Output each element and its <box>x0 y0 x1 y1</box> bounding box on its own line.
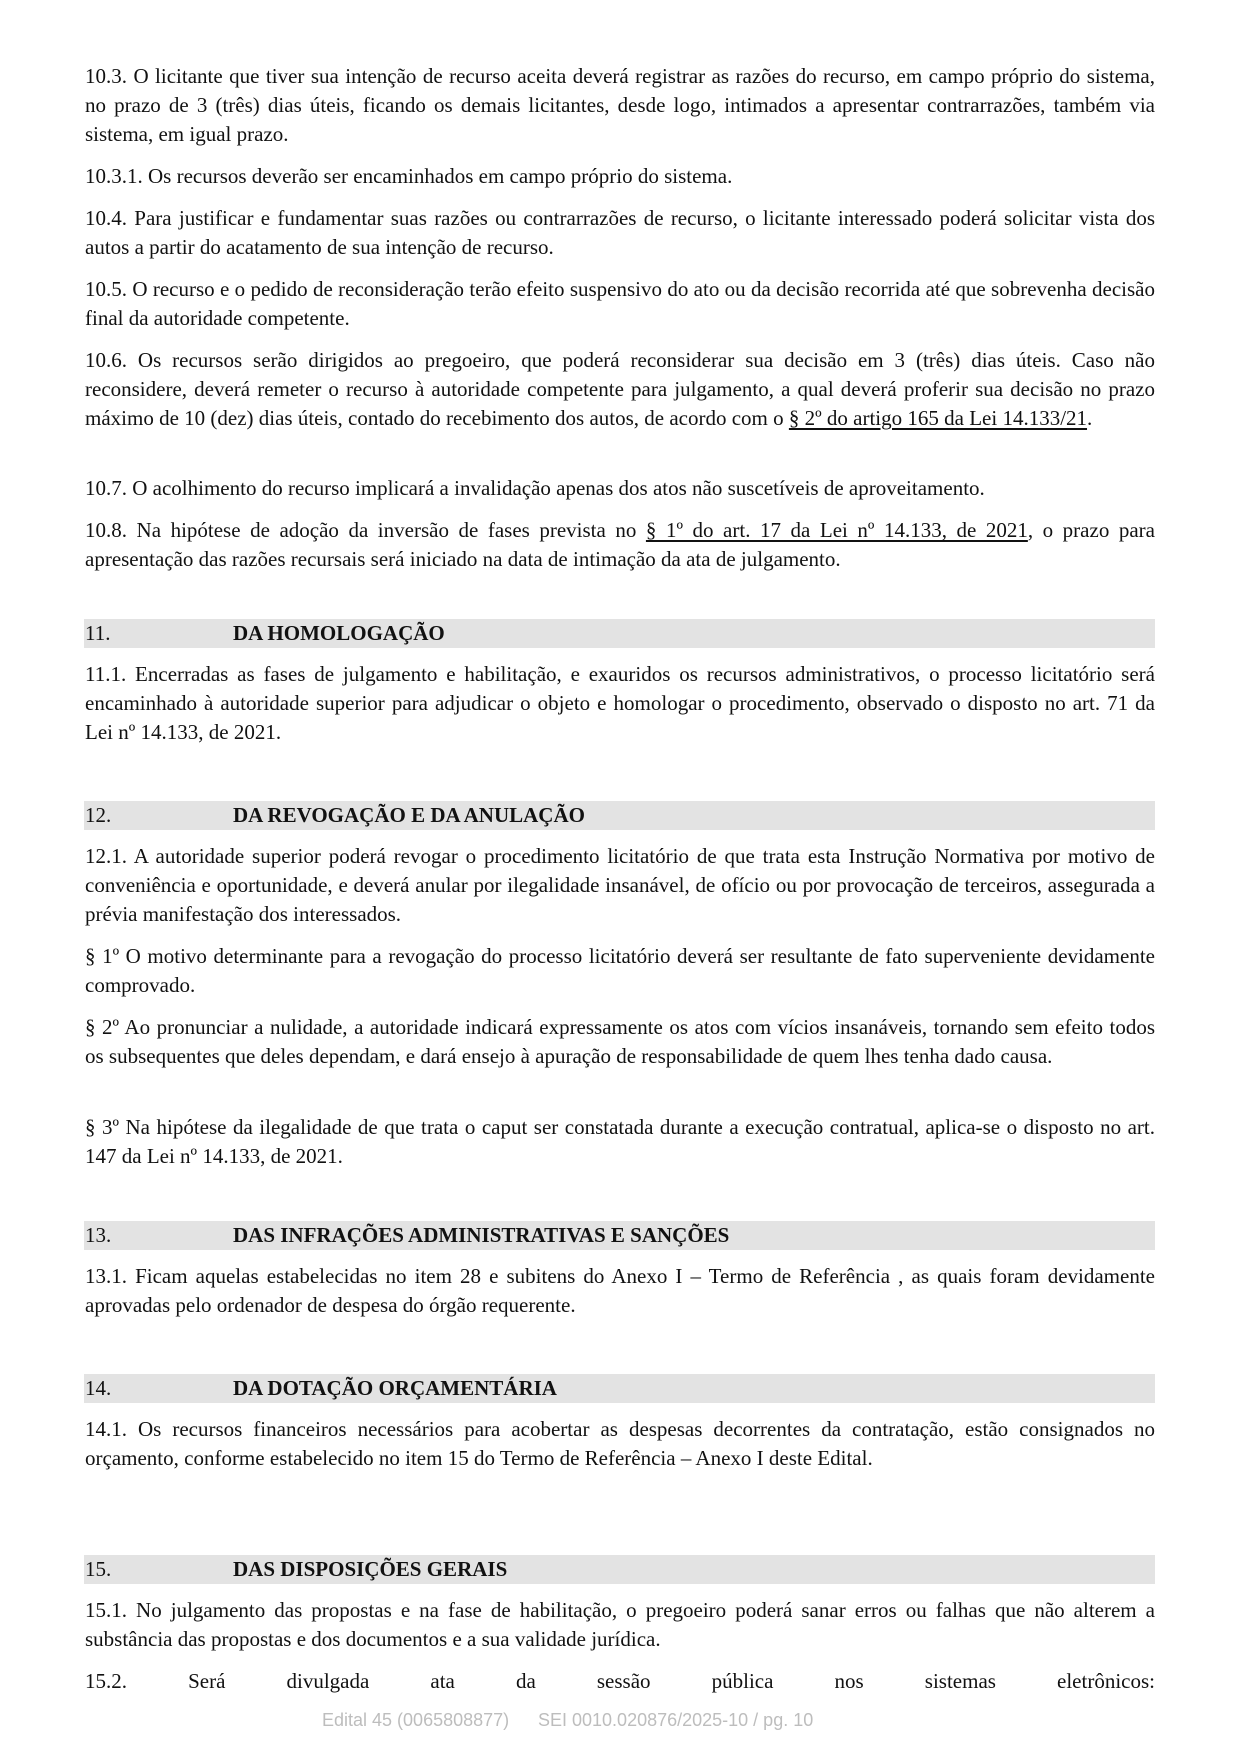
paragraph-11-1: 11.1. Encerradas as fases de julgamento e habilitação, e exauridos os recursos administrativos, o processo licitatório será encaminhado à autoridade superior para adjudicar o objeto e homologar o procedimento, observado o disposto no art. 71 da Lei nº 14.133, de 2021. <box>85 662 1155 744</box>
paragraph-10-6 <box>85 346 1155 433</box>
page-footer <box>0 1709 1240 1731</box>
paragraph-15-1: 15.1. No julgamento das propostas e na fase de habilitação, o pregoeiro poderá sanar erros ou falhas que não alterem a substância das propostas e dos documentos e a sua validade jurídica. <box>85 1598 1155 1651</box>
paragraph-15-2: 15.2. Será divulgada ata da sessão pública nos sistemas eletrônicos: <box>85 1669 1155 1693</box>
paragraph-12-par-2: § 2º Ao pronunciar a nulidade, a autoridade indicará expressamente os atos com vícios insanáveis, tornando sem efeito todos os subsequentes que deles dependam, e dará ensejo à apuração de responsabilidade de quem lhes tenha dado causa. <box>85 1015 1155 1068</box>
footer-document-ref: Edital 45 (0065808877) <box>322 1710 510 1730</box>
paragraph-10-8-text: 10.8. Na hipótese de adoção da inversão de fases prevista no <box>85 518 646 542</box>
paragraph-10-4: 10.4. Para justificar e fundamentar suas razões ou contrarrazões de recurso, o licitante interessado poderá solicitar vista dos autos a partir do acatamento de sua intenção de recurso. <box>85 206 1155 259</box>
paragraph-10-6-end: . <box>1087 406 1093 430</box>
law-link-art-17[interactable]: § 1º do art. 17 da Lei nº 14.133, de 2021 <box>645 518 1028 542</box>
section-header-12 <box>84 801 1155 830</box>
section-number: 15. <box>85 1557 112 1581</box>
paragraph-13-1: 13.1. Ficam aquelas estabelecidas no item 28 e subitens do Anexo I – Termo de Referência , as quais foram devidamente aprovadas pelo ordenador de despesa do órgão requerente. <box>85 1264 1155 1317</box>
section-title: DA DOTAÇÃO ORÇAMENTÁRIA <box>233 1376 557 1400</box>
paragraph-10-8-end: , o prazo para apresentação das razões recursais será iniciado na data de intimação da ata de julgamento. <box>85 518 1155 571</box>
section-header-11 <box>84 619 1155 648</box>
paragraph-10-3-1: 10.3.1. Os recursos deverão ser encaminhados em campo próprio do sistema. <box>85 164 733 188</box>
paragraph-12-par-1: § 1º O motivo determinante para a revogação do processo licitatório deverá ser resultante de fato superveniente devidamente comprovado. <box>85 944 1155 997</box>
section-title: DA HOMOLOGAÇÃO <box>233 621 445 645</box>
paragraph-10-8 <box>85 516 1155 574</box>
section-title: DAS INFRAÇÕES ADMINISTRATIVAS E SANÇÕES <box>233 1223 730 1247</box>
section-title: DA REVOGAÇÃO E DA ANULAÇÃO <box>233 803 585 827</box>
section-header-14 <box>84 1374 1155 1403</box>
footer-sei-ref: SEI 0010.020876/2025-10 / pg. 10 <box>538 1710 814 1730</box>
section-number: 11. <box>85 621 111 645</box>
law-link-art-165[interactable]: § 2º do artigo 165 da Lei 14.133/21 <box>788 406 1088 430</box>
section-number: 14. <box>85 1376 112 1400</box>
section-title: DAS DISPOSIÇÕES GERAIS <box>233 1557 508 1581</box>
paragraph-10-7: 10.7. O acolhimento do recurso implicará a invalidação apenas dos atos não suscetíveis de aproveitamento. <box>85 476 985 500</box>
section-number: 13. <box>85 1223 112 1247</box>
paragraph-10-5: 10.5. O recurso e o pedido de reconsideração terão efeito suspensivo do ato ou da decisão recorrida até que sobrevenha decisão final da autoridade competente. <box>85 277 1155 330</box>
section-number: 12. <box>85 803 112 827</box>
paragraph-12-1: 12.1. A autoridade superior poderá revogar o procedimento licitatório de que trata esta Instrução Normativa por motivo de conveniência e oportunidade, e deverá anular por ilegalidade insanável, de ofício ou por provocação de terceiros, assegurada a prévia manifestação dos interessados. <box>85 844 1155 926</box>
section-header-13 <box>84 1221 1155 1250</box>
paragraph-10-6-text: 10.6. Os recursos serão dirigidos ao pregoeiro, que poderá reconsiderar sua decisão em 3 (três) dias úteis. Caso não reconsidere, deverá remeter o recurso à autoridade competente para julgamento, a qual deverá proferir sua decisão no prazo máximo de 10 (dez) dias úteis, contado do recebimento dos autos, de acordo com o <box>85 348 1155 430</box>
paragraph-12-par-3: § 3º Na hipótese da ilegalidade de que trata o caput ser constatada durante a execução contratual, aplica-se o disposto no art. 147 da Lei nº 14.133, de 2021. <box>85 1115 1155 1168</box>
section-header-15 <box>84 1555 1155 1584</box>
paragraph-14-1: 14.1. Os recursos financeiros necessários para acobertar as despesas decorrentes da contratação, estão consignados no orçamento, conforme estabelecido no item 15 do Termo de Referência – Anexo I deste Edital. <box>85 1417 1155 1470</box>
paragraph-10-3: 10.3. O licitante que tiver sua intenção de recurso aceita deverá registrar as razões do recurso, em campo próprio do sistema, no prazo de 3 (três) dias úteis, ficando os demais licitantes, desde logo, intimados a apresentar contrarrazões, também via sistema, em igual prazo. <box>85 64 1155 146</box>
